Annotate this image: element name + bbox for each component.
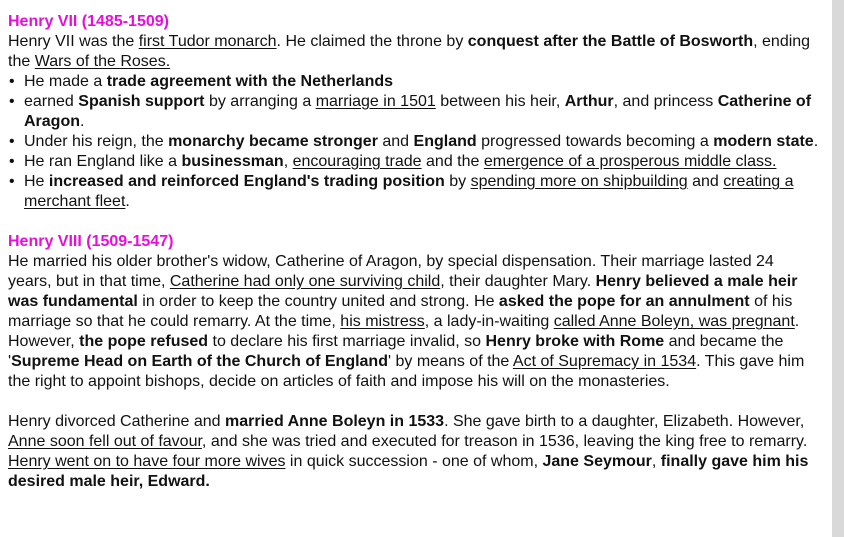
heading-henry-vii: Henry VII (1485-1509) xyxy=(8,13,169,30)
list-item: • He ran England like a businessman, encouraging trade and the emergence of a prosperous middle class. xyxy=(8,152,820,172)
list-item: • He increased and reinforced England's trading position by spending more on shipbuilding and creating a merchant fleet. xyxy=(8,172,820,212)
henry-viii-paragraph-1: He married his older brother's widow, Catherine of Aragon, by special dispensation. Their marriage lasted 24 years, but in that time, Catherine had only one surviving child, their daughter Mary. Henry believed a male heir was fundamental in order to keep the country united and strong. He asked the pope for an annulment of his marriage so that he could remarry. At the time, his mistress, a lady-in-waiting called Anne Boleyn, was pregnant. However, the pope refused to declare his first marriage invalid, so Henry broke with Rome and became the 'Supreme Head on Earth of the Church of England' by means of the Act of Supremacy in 1534. This gave him the right to appoint bishops, decide on articles of faith and impose his will on the monasteries. xyxy=(8,253,805,390)
henry-vii-intro: Henry VII was the first Tudor monarch. He claimed the throne by conquest after the Battle of Bosworth, ending the Wars of the Roses. xyxy=(8,33,811,70)
henry-viii-paragraph-2: Henry divorced Catherine and married Anne Boleyn in 1533. She gave birth to a daughter, Elizabeth. However, Anne soon fell out of favour, and she was tried and executed for treason in 1536, leaving the king free to remarry. Henry went on to have four more wives in quick succession - one of whom, Jane Seymour, finally gave him his desired male heir, Edward. xyxy=(8,413,809,490)
henry-vii-bullet-list xyxy=(8,72,820,212)
heading-henry-viii: Henry VIII (1509-1547) xyxy=(8,233,174,250)
section-spacer xyxy=(8,212,820,232)
list-item: • Under his reign, the monarchy became stronger and England progressed towards becoming a modern state. xyxy=(8,132,820,152)
document-content xyxy=(8,12,820,492)
list-item: • He made a trade agreement with the Netherlands xyxy=(8,72,820,92)
scrollbar-track[interactable] xyxy=(832,0,844,537)
paragraph-spacer xyxy=(8,392,820,412)
list-item: • earned Spanish support by arranging a marriage in 1501 between his heir, Arthur, and princess Catherine of Aragon. xyxy=(8,92,820,132)
